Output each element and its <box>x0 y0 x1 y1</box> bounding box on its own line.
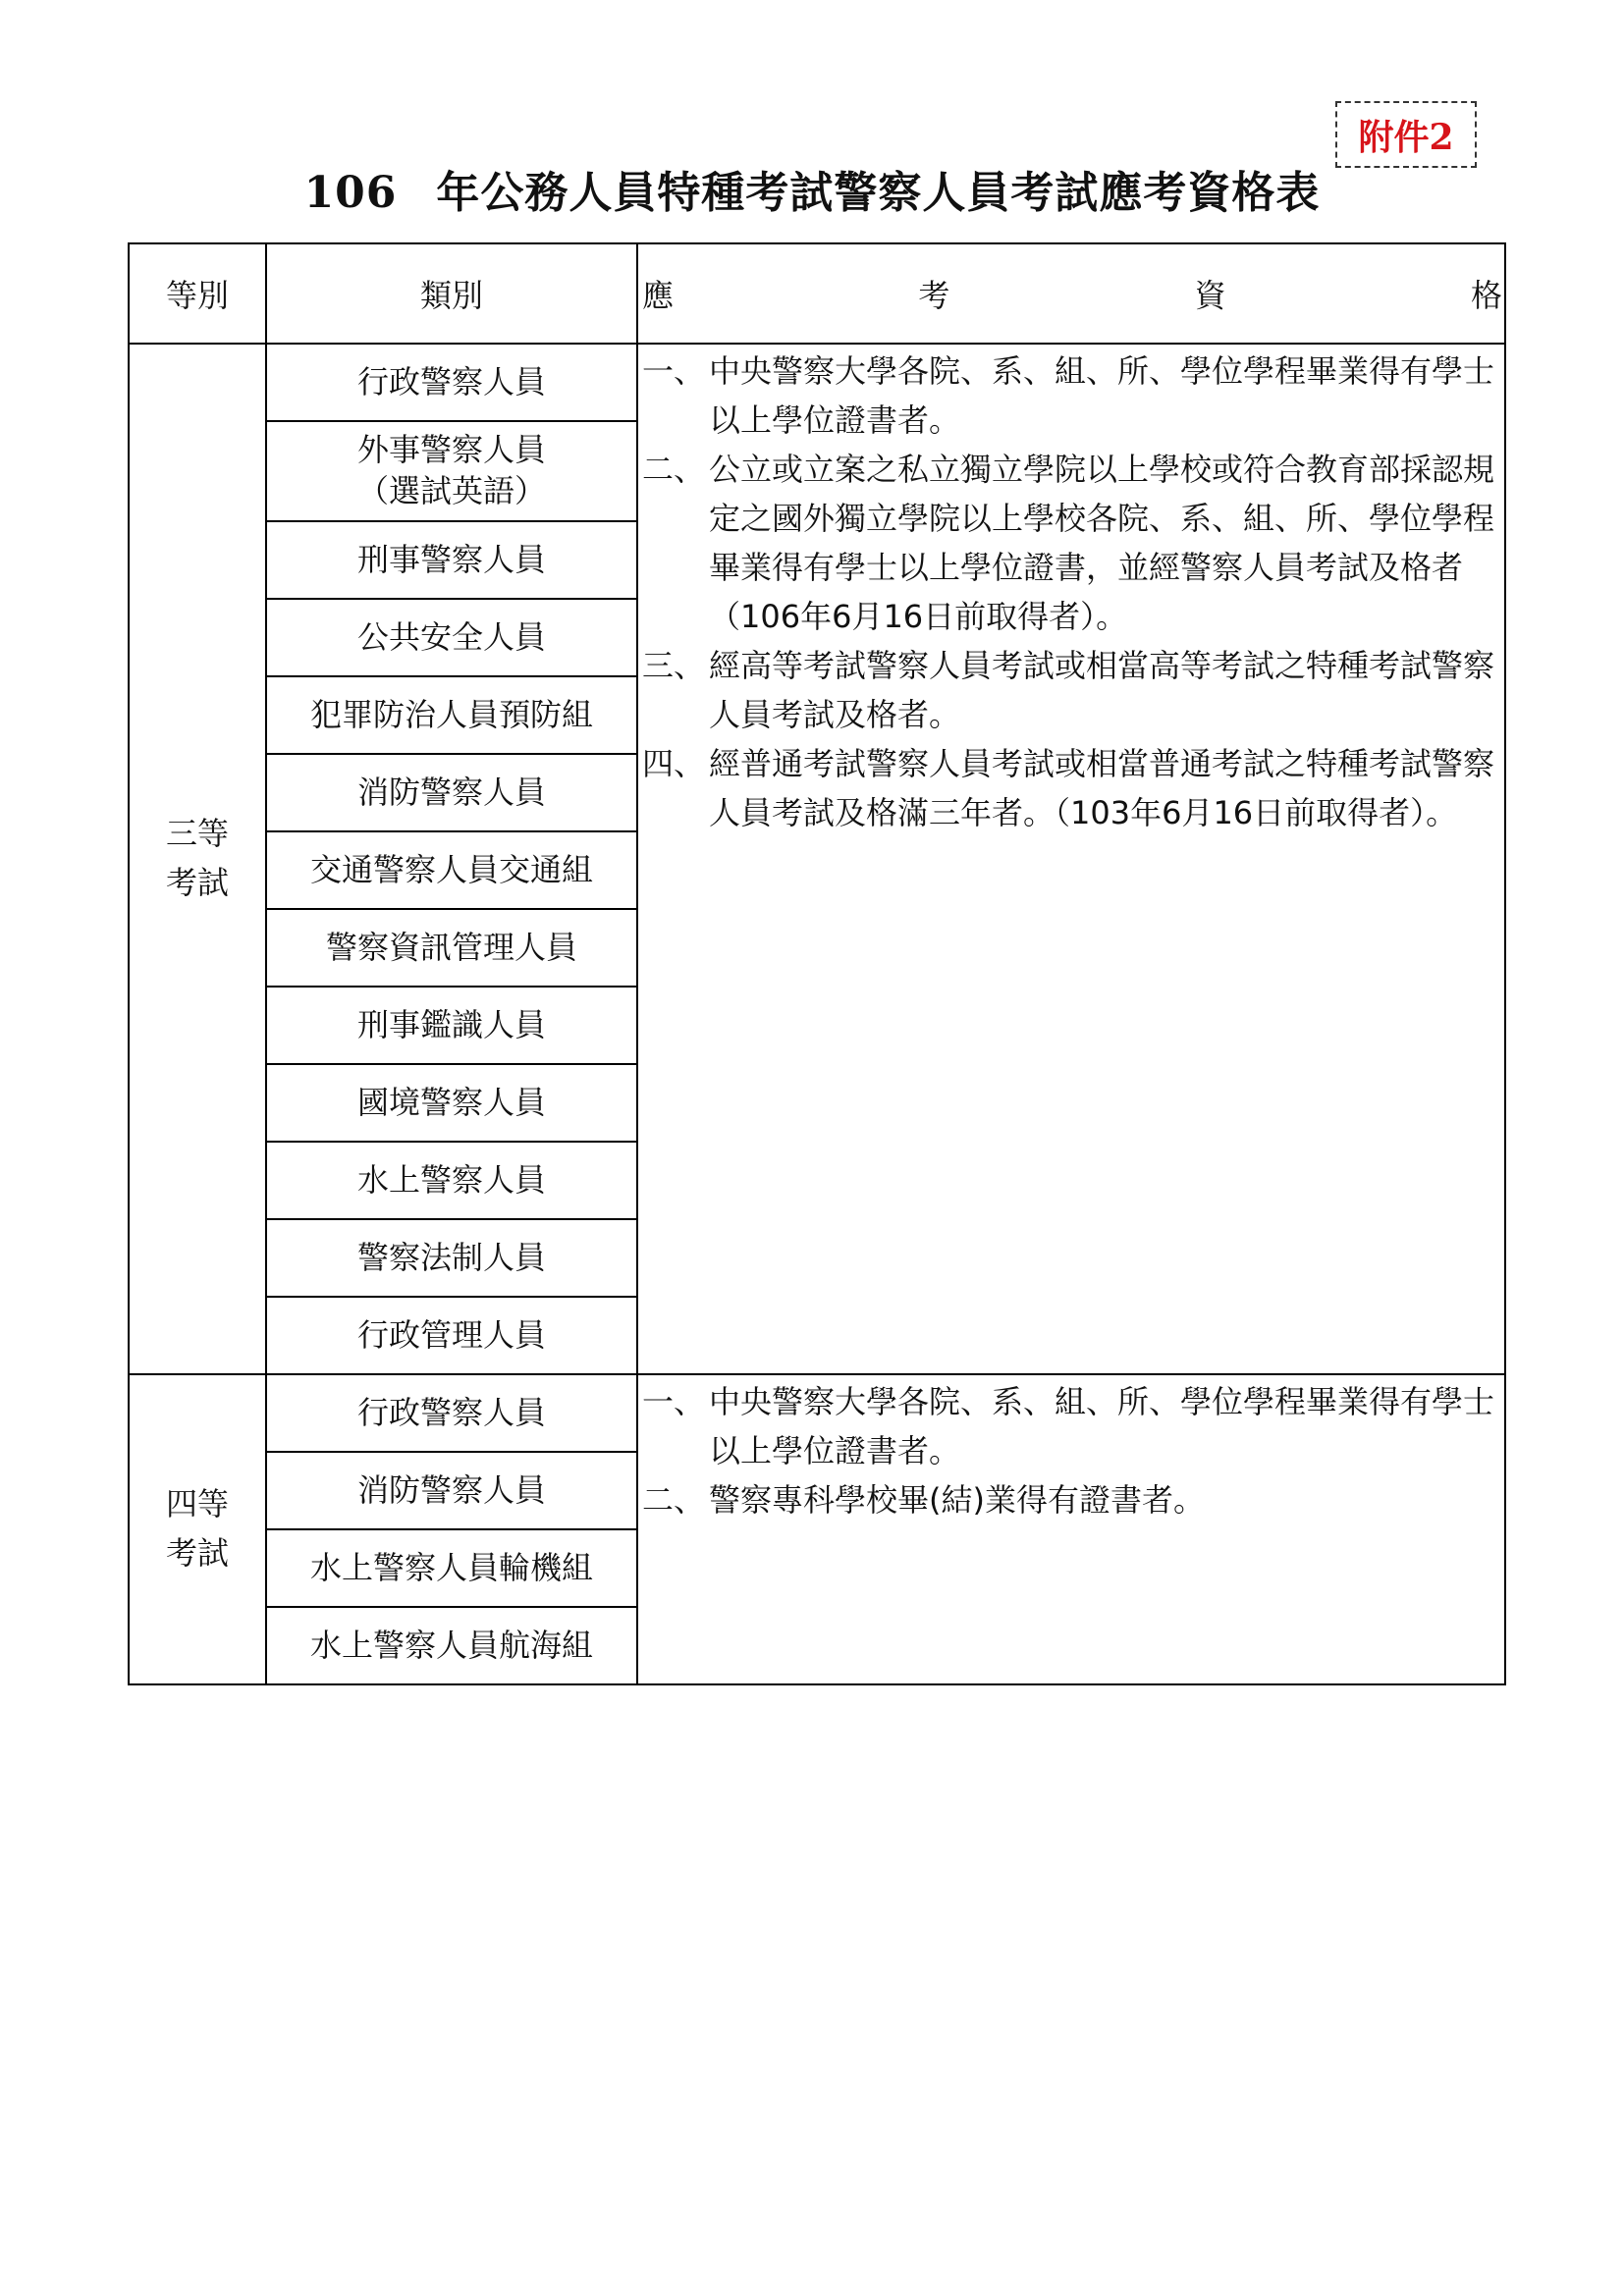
header-req-char: 格 <box>1470 277 1502 314</box>
requirement-text: 中央警察大學各院、系、組、所、學位學程畢業得有學士以上學位證書者。 <box>709 352 1495 439</box>
header-requirements-spread <box>642 271 1502 316</box>
category-cell: 犯罪防治人員預防組 <box>266 676 637 754</box>
category-cell: 警察資訊管理人員 <box>266 909 637 987</box>
requirement-text: 中央警察大學各院、系、組、所、學位學程畢業得有學士以上學位證書者。 <box>709 1383 1495 1469</box>
requirement-item <box>642 739 1500 837</box>
category-cell: 水上警察人員 <box>266 1142 637 1219</box>
category-cell: 行政警察人員 <box>266 344 637 421</box>
level-name-line: 考試 <box>165 864 229 901</box>
requirement-item <box>642 1377 1500 1475</box>
requirement-text: 公立或立案之私立獨立學院以上學校或符合教育部採認規定之國外獨立學院以上學校各院、系、組、所、學位學程畢業得有學士以上學位證書，並經警察人員考試及格者（106年6月16日前取得者）。 <box>709 451 1495 635</box>
category-cell: 水上警察人員輪機組 <box>266 1529 637 1607</box>
category-line: （選試英語） <box>356 472 546 509</box>
requirements-cell-grade3 <box>637 344 1505 1374</box>
level-cell-grade4 <box>129 1374 266 1684</box>
category-cell: 公共安全人員 <box>266 599 637 676</box>
requirement-item <box>642 445 1500 641</box>
requirement-number: 二、 <box>642 451 706 488</box>
requirements-cell-grade4 <box>637 1374 1505 1684</box>
requirement-number: 三、 <box>642 647 706 684</box>
category-cell: 交通警察人員交通組 <box>266 831 637 909</box>
requirement-item <box>642 347 1500 445</box>
category-cell: 刑事警察人員 <box>266 521 637 599</box>
requirement-text: 經高等考試警察人員考試或相當高等考試之特種考試警察人員考試及格者。 <box>709 647 1495 733</box>
header-requirements <box>637 243 1505 344</box>
category-cell: 水上警察人員航海組 <box>266 1607 637 1684</box>
requirement-item <box>642 1475 1500 1524</box>
category-cell: 消防警察人員 <box>266 754 637 831</box>
category-line: 外事警察人員 <box>356 431 546 469</box>
requirement-number: 四、 <box>642 745 706 782</box>
header-row <box>129 243 1505 344</box>
level-name-line: 四等 <box>165 1485 229 1523</box>
category-cell: 刑事鑑識人員 <box>266 987 637 1064</box>
category-cell: 國境警察人員 <box>266 1064 637 1142</box>
requirement-number: 一、 <box>642 352 706 390</box>
header-req-char: 應 <box>642 277 675 314</box>
header-category: 類別 <box>266 243 637 344</box>
requirement-number: 一、 <box>642 1383 706 1420</box>
page-title <box>0 157 1624 220</box>
requirement-number: 二、 <box>642 1481 706 1519</box>
table-row <box>129 344 1505 421</box>
header-req-char: 考 <box>918 277 950 314</box>
header-req-char: 資 <box>1194 277 1226 314</box>
table-row <box>129 1374 1505 1452</box>
title-year: 106 <box>303 168 398 218</box>
level-cell-grade3 <box>129 344 266 1374</box>
header-level: 等別 <box>129 243 266 344</box>
level-name-line: 三等 <box>165 815 229 853</box>
title-text: 年公務人員特種考試警察人員考試應考資格表 <box>436 168 1321 218</box>
category-cell <box>266 421 637 521</box>
requirement-item <box>642 641 1500 739</box>
category-cell: 警察法制人員 <box>266 1219 637 1297</box>
requirement-text: 經普通考試警察人員考試或相當普通考試之特種考試警察人員考試及格滿三年者。（103年6月16日前取得者）。 <box>709 745 1495 831</box>
category-cell: 行政警察人員 <box>266 1374 637 1452</box>
level-name-line: 考試 <box>165 1534 229 1572</box>
attachment-label: 附件2 <box>1335 101 1477 168</box>
category-cell: 消防警察人員 <box>266 1452 637 1529</box>
category-cell: 行政管理人員 <box>266 1297 637 1374</box>
qualification-table <box>128 242 1506 1685</box>
requirement-text: 警察專科學校畢(結)業得有證書者。 <box>709 1481 1205 1519</box>
